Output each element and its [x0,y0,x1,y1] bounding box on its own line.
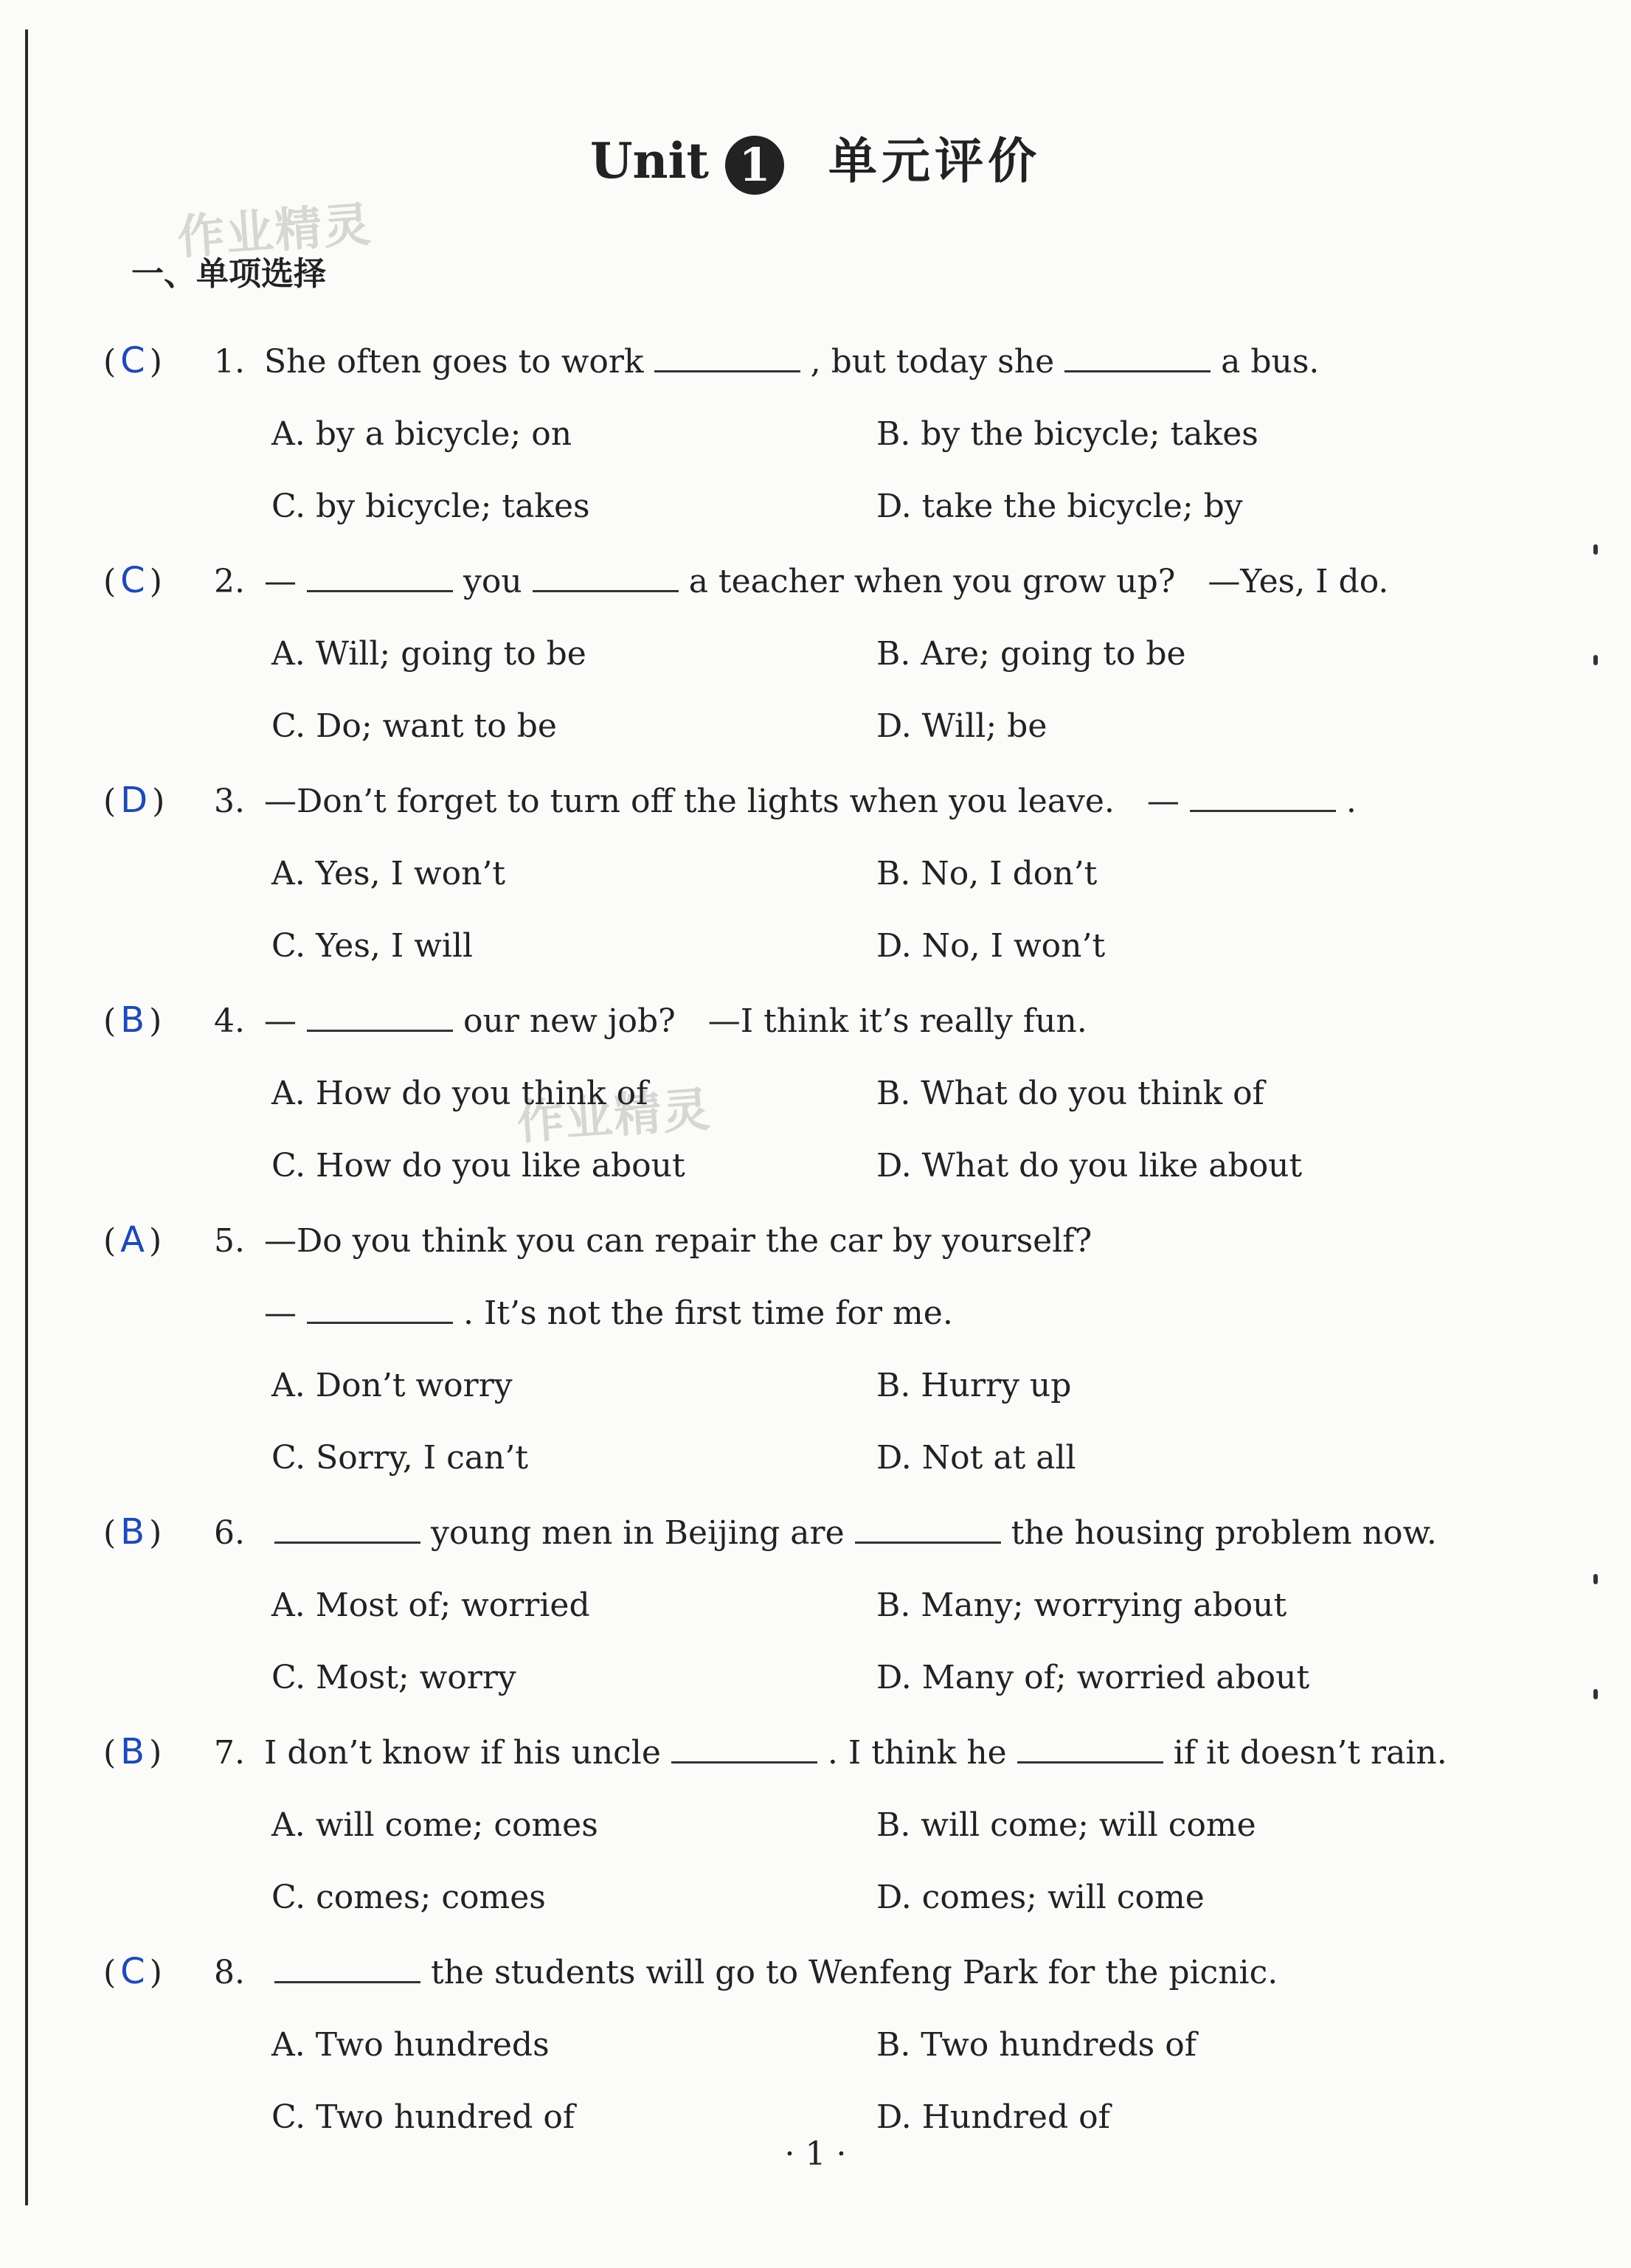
stem-text: I don’t know if his uncle [264,1734,661,1772]
stem-text: — [264,1002,297,1040]
options-grid [103,2009,1528,2154]
option-d: D. What do you like about [876,1147,1303,1185]
option-a: A. Will; going to be [271,635,586,673]
answer-letter: C [120,1951,145,1992]
stem-text: —Do you think you can repair the car by yourself? [264,1222,1092,1260]
question-number: 4. [214,1002,245,1040]
question-7 [103,1716,1528,1934]
options-grid [103,1570,1528,1714]
option-d: D. Will; be [876,707,1047,745]
watermark-top: 作业精灵 [176,197,374,266]
question-5 [103,1204,1528,1494]
answer-blank [307,1321,453,1324]
title-subtitle: 单元评价 [828,133,1042,190]
answer-parentheses: ( C ) [103,560,162,601]
answer-letter: B [120,999,145,1041]
binding-margin-line [25,30,28,2205]
answer-blank [855,1541,1001,1544]
question-list [103,325,1528,2155]
option-d: D. Not at all [876,1439,1076,1477]
option-c: C. How do you like about [271,1147,685,1185]
answer-parentheses: ( C ) [103,1951,162,1992]
question-stem-continuation [103,1277,1528,1350]
question-stem [103,984,1528,1058]
stem-text: —Don’t forget to turn off the lights when you leave. — [264,783,1180,820]
option-b: B. will come; will come [876,1806,1256,1844]
answer-letter: B [120,1511,145,1553]
question-number: 2. [214,563,245,600]
stem-text: you [463,563,522,600]
question-2 [103,544,1528,763]
question-stem [103,1716,1528,1789]
answer-blank [1190,809,1336,812]
option-a: A. by a bicycle; on [271,415,572,453]
title-unit: Unit [589,132,710,190]
option-b: B. Two hundreds of [876,2026,1197,2064]
options-grid [103,838,1528,982]
option-c: C. comes; comes [271,1879,546,1916]
edge-mark [1593,1689,1598,1699]
stem-text: — [264,1294,297,1332]
edge-mark [1593,1574,1598,1584]
answer-blank [274,1980,420,1983]
answer-parentheses: ( B ) [103,999,162,1041]
question-6 [103,1496,1528,1714]
question-number: 7. [214,1734,245,1772]
answer-blank [533,589,679,592]
answer-blank [307,1029,453,1032]
answer-parentheses: ( D ) [103,780,165,821]
stem-text: a teacher when you grow up? —Yes, I do. [688,563,1389,600]
option-d: D. take the bicycle; by [876,488,1243,525]
option-c: C. Yes, I will [271,927,474,965]
option-b: B. What do you think of [876,1075,1264,1112]
option-d: D. No, I won’t [876,927,1106,965]
option-d: D. Hundred of [876,2098,1110,2136]
stem-text: She often goes to work [264,343,644,381]
question-stem [103,544,1528,618]
options-grid [103,618,1528,763]
edge-mark [1593,655,1598,665]
answer-blank [1064,370,1211,372]
option-b: B. by the bicycle; takes [876,415,1258,453]
answer-letter: A [120,1219,145,1260]
answer-blank [1017,1761,1163,1764]
option-c: C. Most; worry [271,1659,516,1696]
answer-parentheses: ( C ) [103,340,162,381]
options-grid [103,1058,1528,1202]
stem-text: a bus. [1221,343,1320,381]
question-number: 8. [214,1954,245,1991]
stem-text: the students will go to Wenfeng Park for the picnic. [431,1954,1278,1991]
option-c: C. Sorry, I can’t [271,1439,529,1477]
option-c: C. Do; want to be [271,707,557,745]
answer-letter: B [120,1731,145,1772]
option-b: B. Hurry up [876,1367,1072,1404]
question-stem [103,1935,1528,2009]
options-grid [103,1789,1528,1934]
stem-text: young men in Beijing are [431,1514,845,1552]
question-3 [103,764,1528,982]
stem-text: . I think he [827,1734,1007,1772]
question-stem [103,764,1528,838]
stem-text: — [264,563,297,600]
answer-blank [274,1541,420,1544]
stem-text: . It’s not the first time for me. [463,1294,953,1332]
stem-text: , but today she [810,343,1055,381]
question-stem [103,1496,1528,1570]
answer-blank [671,1761,817,1764]
option-d: D. comes; will come [876,1879,1205,1916]
question-number: 3. [214,783,245,820]
options-grid [103,398,1528,543]
page-number: · 1 · [784,2135,847,2173]
question-8 [103,1935,1528,2154]
question-1 [103,325,1528,543]
question-number: 1. [214,343,245,381]
section-title: 一、单项选择 [131,255,326,293]
answer-blank [654,370,800,372]
stem-text: our new job? —I think it’s really fun. [463,1002,1087,1040]
question-number: 6. [214,1514,245,1552]
answer-letter: C [120,340,145,381]
question-stem [103,325,1528,398]
stem-text: if it doesn’t rain. [1173,1734,1447,1772]
answer-parentheses: ( B ) [103,1511,162,1553]
stem-text: the housing problem now. [1011,1514,1437,1552]
edge-mark [1593,544,1598,555]
option-a: A. Most of; worried [271,1586,590,1624]
option-a: A. How do you think of [271,1075,648,1112]
option-c: C. by bicycle; takes [271,488,590,525]
option-d: D. Many of; worried about [876,1659,1310,1696]
answer-blank [307,589,453,592]
option-a: A. will come; comes [271,1806,598,1844]
unit-number-badge: 1 [725,136,784,195]
answer-letter: C [120,560,145,601]
answer-parentheses: ( B ) [103,1731,162,1772]
option-b: B. Many; worrying about [876,1586,1287,1624]
options-grid [103,1350,1528,1494]
question-stem [103,1204,1528,1277]
option-a: A. Yes, I won’t [271,855,506,892]
answer-letter: D [120,780,148,821]
option-a: A. Don’t worry [271,1367,513,1404]
answer-parentheses: ( A ) [103,1219,162,1260]
page-title [0,122,1631,195]
option-c: C. Two hundred of [271,2098,575,2136]
stem-text: . [1346,783,1357,820]
option-b: B. No, I don’t [876,855,1098,892]
option-a: A. Two hundreds [271,2026,550,2064]
question-number: 5. [214,1222,245,1260]
question-4 [103,984,1528,1202]
watermark-middle: 作业精灵 [515,1082,713,1151]
option-b: B. Are; going to be [876,635,1186,673]
